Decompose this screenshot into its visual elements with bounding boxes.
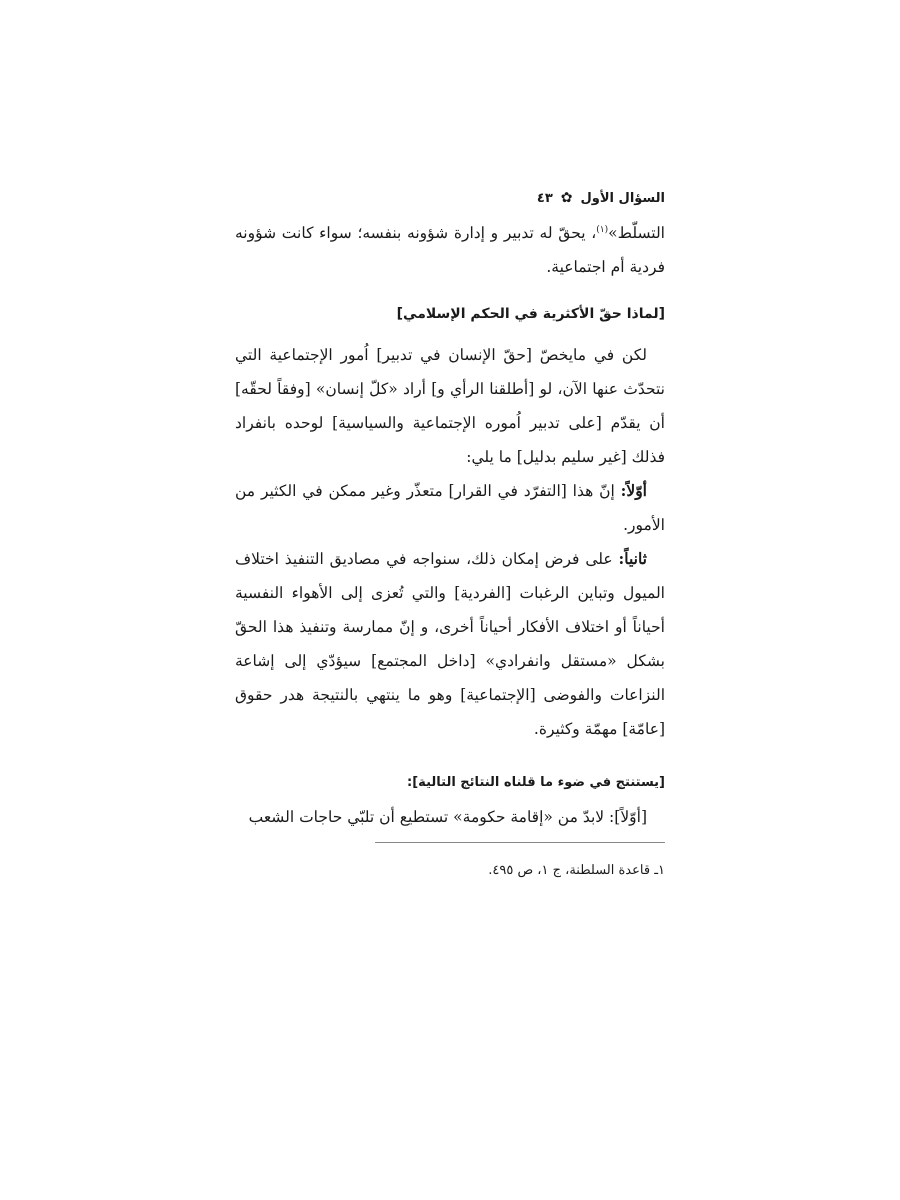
intro-text-end: ، يحقّ له تدبير و إدارة شؤونه بنفسه؛ سواء كانت شؤونه فردية أم اجتماعية.	[235, 224, 665, 276]
footnote-text: ١ـ قاعدة السلطنة، ج ١، ص ٤٩٥.	[488, 863, 665, 878]
page-body	[235, 216, 665, 834]
point-second-text: على فرض إمكان ذلك، سنواجه في مصاديق التنفيذ اختلاف الميول وتباين الرغبات [الفردية] والتي تُعزى إلى الأهواء النفسية أحياناً أو اختلاف الأفكار أحياناً أخرى، و إنّ ممارسة وتنفيذ هذا الحقّ بشكل «مستقل وانفرادي» [داخل المجتمع] سيؤدّي إلى إشاعة النزاعات والفوضى [الإجتماعية] وهو ما ينتهي بالنتيجة هدر حقوق [عامّة] مهمّة وكثيرة.	[235, 550, 665, 738]
paragraph-conclusion-start: [أوّلاً]: لابدّ من «إقامة حكومة» تستطيع أن تلبّي حاجات الشعب	[248, 808, 647, 826]
point-second-lead: ثانياً:	[618, 549, 647, 568]
running-head-title: السؤال الأول	[580, 190, 665, 206]
conclusions-heading: [يستنتج في ضوء ما قلناه النتائج التالية]:	[407, 775, 665, 790]
point-first-text: إنّ هذا [التفرّد في القرار] متعذّر وغير ممكن في الكثير من الأمور.	[235, 482, 665, 534]
paragraph-main: لكن في مايخصّ [حقّ الإنسان في تدبير] اُمور الإجتماعية التي نتحدّث عنها الآن، لو [أطلقنا الرأي و] أراد «كلّ إنسان» [وفقاً لحقّه] أن يقدّم [على تدبير اُموره الإجتماعية والسياسية] لوحده بانفراد فذلك [غير سليم بدليل] ما يلي:	[235, 346, 665, 466]
point-first-lead: أوّلاً:	[620, 481, 647, 500]
intro-paragraph	[235, 216, 665, 284]
page-number: ٤٣	[536, 190, 553, 206]
point-first	[235, 474, 665, 542]
book-page	[235, 180, 665, 882]
footnote-rule	[375, 842, 665, 843]
footnote-separator	[235, 834, 665, 848]
section-heading: [لماذا حقّ الأكثرية في الحكم الإسلامي]	[396, 306, 665, 322]
point-second	[235, 542, 665, 746]
flower-ornament-icon: ✿	[560, 190, 573, 206]
footnote-reference: (١)	[596, 224, 609, 235]
intro-text-start: التسلّط»	[608, 224, 665, 242]
running-head	[235, 180, 665, 216]
